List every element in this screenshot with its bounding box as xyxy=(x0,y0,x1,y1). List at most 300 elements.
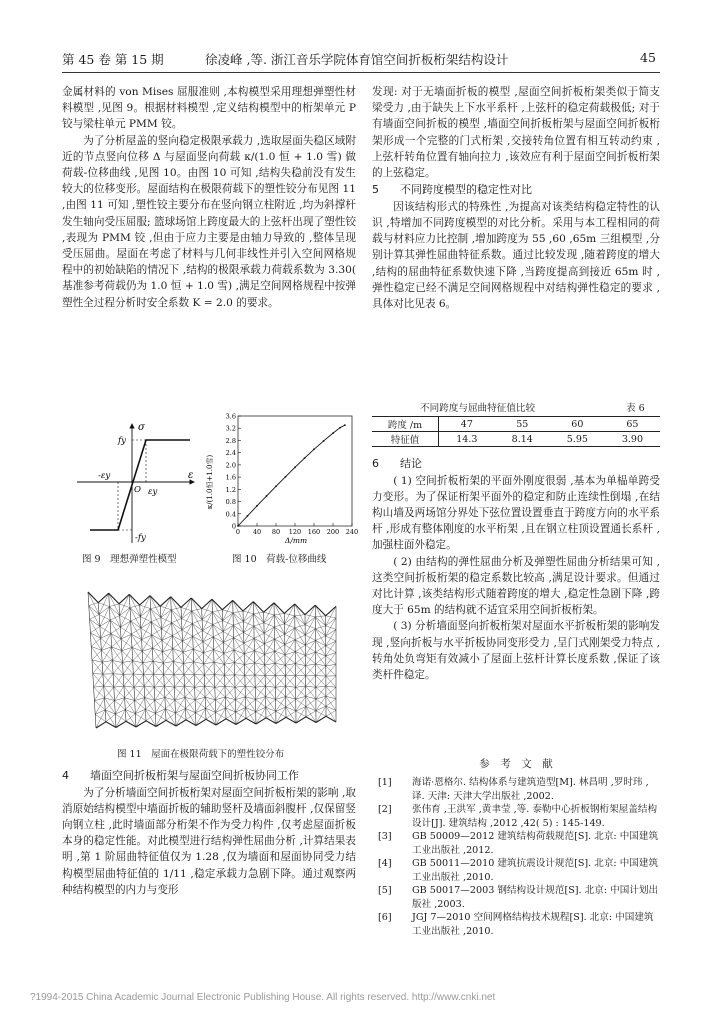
truss-chord xyxy=(144,675,145,687)
truss-diagonal xyxy=(206,700,216,708)
truss-diagonal xyxy=(222,610,233,613)
truss-chord xyxy=(109,607,110,621)
truss-diagonal xyxy=(214,653,224,662)
truss-chord xyxy=(172,636,173,649)
truss-diagonal xyxy=(275,639,285,655)
section-6-heading: 6 结论 xyxy=(372,457,422,470)
bottom-chord xyxy=(126,721,136,727)
truss-diagonal xyxy=(275,687,285,696)
fig10-data-point xyxy=(313,448,315,450)
truss-diagonal xyxy=(316,676,326,687)
truss-diagonal xyxy=(163,649,173,664)
truss-diagonal xyxy=(94,701,105,710)
truss-member xyxy=(296,686,306,687)
truss-member xyxy=(174,686,184,687)
fig9-caption: 图 9 理想弹塑性模型 xyxy=(82,554,177,565)
truss-diagonal xyxy=(109,607,120,628)
truss-diagonal xyxy=(130,608,141,629)
truss-diagonal xyxy=(225,663,235,676)
truss-diagonal xyxy=(255,675,265,686)
truss-diagonal xyxy=(235,700,245,708)
truss-diagonal xyxy=(185,686,196,700)
truss-chord xyxy=(154,674,155,687)
fig10-data-point xyxy=(339,427,341,429)
truss-diagonal xyxy=(306,686,316,699)
truss-diagonal xyxy=(296,699,306,706)
fig10-x-axis-label: Δ/mm xyxy=(284,536,308,545)
truss-diagonal xyxy=(296,675,306,686)
truss-diagonal xyxy=(295,604,305,625)
truss-diagonal xyxy=(166,713,176,720)
truss-diagonal xyxy=(129,594,140,616)
truss-diagonal xyxy=(245,686,255,699)
top-chord xyxy=(119,594,129,603)
fig11-truss-drawing xyxy=(84,578,344,740)
truss-diagonal xyxy=(204,664,215,675)
truss-chord xyxy=(125,698,126,710)
page-number: 45 xyxy=(640,50,656,65)
truss-chord xyxy=(125,710,126,722)
truss-chord xyxy=(184,664,185,675)
truss-diagonal xyxy=(326,699,336,706)
truss-member xyxy=(182,611,192,619)
truss-member xyxy=(255,686,265,687)
paragraph: 发现: 对于无墙面折板的模型 ,屋面空间折板桁架类似于简支梁受力 ,由于缺失上下水平系杆 ,上弦杆的稳定荷载极低; 对于有墙面空间折板的模型 ,墙面空间折板桁架与屋面空间折板桁架形成一个完整的门式桁架 ,交接转角位置有相互转动约束 ,上弦杆转角位置有轴向拉力 ,该效应有利于屋面空间折板桁架的上弦稳定。 xyxy=(372,86,660,180)
truss-diagonal xyxy=(296,711,306,717)
truss-diagonal xyxy=(233,600,244,621)
truss-chord xyxy=(183,652,184,663)
truss-diagonal xyxy=(120,616,131,621)
truss-member xyxy=(306,664,316,666)
truss-diagonal xyxy=(315,605,325,626)
top-chord xyxy=(109,593,119,604)
truss-diagonal xyxy=(305,656,315,664)
fig10-data-point xyxy=(323,440,325,442)
truss-member xyxy=(171,610,181,619)
table-cell: 65 xyxy=(605,417,660,432)
truss-member xyxy=(204,662,214,664)
truss-diagonal xyxy=(224,650,234,664)
truss-diagonal xyxy=(326,676,336,686)
truss-member xyxy=(192,611,202,620)
truss-diagonal xyxy=(326,656,336,664)
top-chord xyxy=(160,597,170,606)
truss-diagonal xyxy=(120,627,131,634)
truss-diagonal xyxy=(316,676,326,687)
truss-chord xyxy=(151,609,152,622)
truss-member xyxy=(326,653,336,656)
truss-member xyxy=(202,612,212,620)
truss-member xyxy=(233,613,243,622)
truss-member xyxy=(94,686,104,687)
truss-diagonal xyxy=(113,663,122,674)
truss-member xyxy=(212,612,222,621)
fig9-fy-label: fy xyxy=(118,436,126,446)
truss-diagonal xyxy=(184,664,195,675)
truss-diagonal xyxy=(254,644,264,651)
fig10-x-tick-label: 80 xyxy=(271,528,281,536)
truss-chord xyxy=(90,633,91,647)
top-chord xyxy=(181,598,191,607)
truss-diagonal xyxy=(233,613,244,633)
truss-diagonal xyxy=(141,628,152,635)
paragraph: 为了分析墙面空间折板桁架对屋面空间折板桁架的影响 ,取消原始结构模型中墙面折板的辅助竖杆及墙面斜腹杆 ,仅保留竖向钢立柱 ,此时墙面部分桁架不作为受力构件 ,仅考虑屋面折板本身的稳定性能。对此模型进行结构弹性屈曲分析 ,计算结果表明 ,第 1 阶屈曲特征值仅为 1.28 ,仅为墙面和屋面协同受力结构模型屈曲特征值的 1/11 ,稳定承载力急剧下降。通过观察两种结构模型的内力与变形 xyxy=(62,786,356,896)
fig10-y-tick-label: 2.0 xyxy=(225,461,236,470)
truss-member xyxy=(285,616,295,624)
truss-diagonal xyxy=(306,687,316,696)
truss-diagonal xyxy=(112,639,122,647)
truss-member xyxy=(120,608,130,616)
truss-member xyxy=(113,674,123,675)
top-chord xyxy=(284,604,294,613)
truss-diagonal xyxy=(245,651,255,665)
truss-chord xyxy=(102,662,103,674)
fig10-x-tick-label: 200 xyxy=(326,528,340,536)
truss-chord xyxy=(93,674,94,688)
truss-diagonal xyxy=(244,614,254,633)
truss-member xyxy=(285,652,295,655)
truss-chord xyxy=(130,608,131,621)
truss-diagonal xyxy=(235,686,245,700)
truss-chord xyxy=(192,611,193,624)
truss-chord xyxy=(191,598,192,611)
truss-diagonal xyxy=(196,713,207,720)
header-rule xyxy=(62,72,660,73)
truss-chord xyxy=(111,634,112,647)
truss-diagonal xyxy=(215,700,225,708)
truss-diagonal xyxy=(265,686,275,699)
bottom-chord xyxy=(266,718,276,724)
fig10-data-point xyxy=(247,515,249,517)
truss-diagonal xyxy=(223,621,234,626)
truss-diagonal xyxy=(264,644,274,651)
truss-diagonal xyxy=(316,646,326,652)
truss-chord xyxy=(94,701,95,715)
truss-chord xyxy=(141,628,142,640)
truss-chord xyxy=(112,660,113,673)
bottom-chord xyxy=(226,719,236,725)
truss-diagonal xyxy=(144,675,155,688)
truss-diagonal xyxy=(255,687,265,696)
table-header-cell: 特征值 xyxy=(372,432,439,447)
truss-chord xyxy=(165,697,166,708)
truss-diagonal xyxy=(264,633,275,639)
truss-member xyxy=(223,613,233,621)
fig10-data-point xyxy=(275,485,277,487)
fig10-series-line xyxy=(238,425,345,526)
truss-diagonal xyxy=(275,675,285,686)
truss-member xyxy=(214,675,224,676)
truss-diagonal xyxy=(164,675,175,688)
truss-diagonal xyxy=(160,606,171,610)
truss-diagonal xyxy=(326,618,336,636)
truss-chord xyxy=(95,714,96,728)
paragraph: 因该结构形式的特殊性 ,为提高对该类结构稳定特性的认识 ,特增加不同跨度模型的对比分析。采用与本工程相同的荷载与材料应力比控制 ,增加跨度为 55 ,60 ,65m 三组模型 ,分别计算其弹性屈曲特征系数。通过比较发现 ,随着跨度的增大 ,结构的屈曲特征系数快速下降 ,当跨度提高到接近 65m 时 ,弹性稳定已经不满足空间网格规程中对结构弹性稳定的要求 ,具体对比见表 6。 xyxy=(372,200,660,310)
truss-diagonal xyxy=(172,630,182,636)
truss-chord xyxy=(153,661,154,674)
truss-diagonal xyxy=(316,699,326,706)
truss-chord xyxy=(185,686,186,697)
truss-member xyxy=(306,686,316,687)
truss-diagonal xyxy=(206,712,216,719)
truss-diagonal xyxy=(254,614,265,634)
fig10-y-axis-label: κ/(1.0恒+1.0雪) xyxy=(206,454,214,510)
top-chord xyxy=(212,599,222,610)
truss-member xyxy=(275,675,285,676)
top-chord xyxy=(129,594,139,605)
truss-chord xyxy=(171,610,172,623)
truss-diagonal xyxy=(326,646,336,653)
truss-diagonal xyxy=(285,634,295,640)
truss-diagonal xyxy=(326,676,336,687)
truss-diagonal xyxy=(192,620,202,624)
truss-diagonal xyxy=(124,674,133,686)
truss-diagonal xyxy=(296,676,306,687)
truss-diagonal xyxy=(275,676,285,688)
truss-diagonal xyxy=(195,700,206,708)
truss-diagonal xyxy=(154,663,164,674)
truss-diagonal xyxy=(296,687,306,696)
truss-member xyxy=(151,609,161,618)
truss-chord xyxy=(91,646,92,660)
truss-member xyxy=(174,674,184,675)
truss-chord xyxy=(151,622,152,635)
truss-diagonal xyxy=(135,701,146,710)
truss-member xyxy=(326,686,336,687)
truss-diagonal xyxy=(223,600,233,620)
truss-member xyxy=(205,686,215,687)
truss-member xyxy=(123,661,133,663)
truss-diagonal xyxy=(266,687,276,696)
truss-chord xyxy=(182,619,183,630)
top-chord xyxy=(243,602,253,611)
truss-diagonal xyxy=(275,634,285,639)
truss-chord xyxy=(144,686,145,698)
running-title: 徐凌峰 ,等. 浙江音乐学院体育馆空间折板桁架结构设计 xyxy=(205,52,509,67)
truss-chord xyxy=(122,651,123,663)
truss-chord xyxy=(94,687,95,701)
truss-diagonal xyxy=(163,663,174,674)
top-chord xyxy=(98,593,108,602)
bottom-chord xyxy=(326,716,336,722)
truss-diagonal xyxy=(102,647,111,662)
truss-member xyxy=(326,618,336,626)
truss-diagonal xyxy=(305,617,315,635)
fig10-x-tick-label: 0 xyxy=(235,528,241,536)
fig10-y-tick-label: 1.2 xyxy=(225,485,236,494)
truss-diagonal xyxy=(256,712,266,718)
truss-diagonal xyxy=(305,635,315,640)
truss-diagonal xyxy=(102,662,113,674)
fig10-data-point xyxy=(294,466,296,468)
truss-diagonal xyxy=(223,632,234,638)
reference-item: [2] 张伟育 ,王洪军 ,黄聿莹 ,等. 泰勒中心折板钢桁架屋盖结构设计[J]. 建筑结构 ,2012 ,42( 5) : 145-149. xyxy=(378,804,658,829)
truss-diagonal xyxy=(110,616,120,621)
conclusion-item: ( 3) 分析墙面竖向折板桁架对屋面水平折板桁架的影响发现 ,竖向折板与水平折板协同变形受力 ,呈门式刚架受力特点 ,转角处负弯矩有效减小了屋面上弦杆计算长度系数 ,保证了该类杆件稳定。 xyxy=(372,620,660,681)
truss-diagonal xyxy=(316,640,326,656)
truss-diagonal xyxy=(306,711,316,717)
section-5-heading: 5 不同跨度模型的稳定性对比 xyxy=(372,183,532,197)
truss-diagonal xyxy=(182,598,192,619)
truss-diagonal xyxy=(184,662,194,675)
truss-diagonal xyxy=(192,611,203,631)
truss-chord xyxy=(115,714,116,727)
truss-diagonal xyxy=(184,649,194,664)
truss-chord xyxy=(110,620,111,633)
truss-diagonal xyxy=(204,650,214,664)
truss-chord xyxy=(172,623,173,636)
truss-member xyxy=(130,608,140,617)
references-heading: 参 考 文 献 xyxy=(479,758,553,770)
truss-diagonal xyxy=(212,612,223,632)
reference-item: [6] JGJ 7—2010 空间网格结构技术规程[S]. 北京: 中国建筑工业出版社 ,2010. xyxy=(378,912,654,937)
truss-diagonal xyxy=(274,615,285,634)
truss-diagonal xyxy=(183,652,194,662)
truss-diagonal xyxy=(182,619,193,624)
truss-chord xyxy=(194,675,195,688)
truss-member xyxy=(316,686,326,687)
truss-member xyxy=(114,686,124,687)
truss-diagonal xyxy=(255,654,265,662)
truss-member xyxy=(254,626,264,633)
truss-diagonal xyxy=(316,686,326,699)
fig9-ey-label: εy xyxy=(148,487,158,497)
truss-diagonal xyxy=(142,651,153,661)
truss-diagonal xyxy=(119,604,130,608)
truss-diagonal xyxy=(194,664,204,675)
bottom-chord xyxy=(296,717,306,723)
truss-diagonal xyxy=(90,626,100,632)
truss-diagonal xyxy=(296,686,306,699)
truss-member xyxy=(161,610,171,618)
truss-chord xyxy=(123,663,124,675)
fig9-stress-strain-line xyxy=(110,440,190,530)
truss-chord xyxy=(90,619,91,633)
truss-diagonal xyxy=(205,686,216,700)
right-column-text xyxy=(372,84,660,312)
truss-diagonal xyxy=(184,675,195,688)
truss-diagonal xyxy=(295,635,305,640)
truss-chord xyxy=(203,631,204,642)
truss-diagonal xyxy=(326,636,336,641)
bottom-chord xyxy=(246,718,256,724)
truss-diagonal xyxy=(123,647,133,662)
truss-chord xyxy=(161,618,162,629)
truss-diagonal xyxy=(202,620,213,625)
truss-chord xyxy=(121,639,122,651)
truss-member xyxy=(264,615,274,623)
table-cell: 3.90 xyxy=(605,432,660,447)
truss-diagonal xyxy=(244,643,255,650)
table-cell: 60 xyxy=(550,417,605,432)
section-4 xyxy=(62,768,356,898)
truss-member xyxy=(95,710,105,715)
truss-chord xyxy=(134,687,135,700)
truss-chord xyxy=(173,661,174,674)
table-6 xyxy=(372,416,660,447)
truss-diagonal xyxy=(225,675,236,687)
truss-diagonal xyxy=(173,652,183,661)
truss-member xyxy=(285,628,295,634)
top-chord xyxy=(315,605,325,616)
truss-diagonal xyxy=(151,609,162,629)
truss-diagonal xyxy=(234,633,244,638)
table-6-label: 表 6 xyxy=(626,403,645,414)
fig10-data-point xyxy=(237,525,239,527)
truss-member xyxy=(233,625,243,632)
truss-chord xyxy=(155,700,156,713)
truss-chord xyxy=(160,606,161,617)
truss-diagonal xyxy=(142,640,153,648)
truss-diagonal xyxy=(234,643,244,650)
truss-diagonal xyxy=(185,675,195,687)
truss-member xyxy=(264,627,274,633)
truss-member xyxy=(164,686,174,687)
top-chord xyxy=(253,602,263,613)
truss-diagonal xyxy=(316,687,326,696)
truss-diagonal xyxy=(233,622,243,626)
conclusion-item: ( 2) 由结构的弹性屈曲分析及弹塑性屈曲分析结果可知 ,这类空间折板桁架的稳定系数比较高 ,满足设计要求。但通过对比计算 ,该类结构形式随着跨度的增大 ,稳定性急剧下降 ,跨度大于 65m 的结构就不适宜采用空间折板桁架。 xyxy=(372,555,660,617)
table-cell: 14.3 xyxy=(439,432,495,447)
top-chord xyxy=(202,599,212,608)
truss-chord xyxy=(133,674,134,687)
truss-diagonal xyxy=(103,674,114,687)
truss-chord xyxy=(112,647,113,661)
truss-chord xyxy=(140,617,141,629)
table-row xyxy=(372,432,660,447)
truss-chord xyxy=(120,616,121,628)
truss-diagonal xyxy=(165,700,175,709)
truss-member xyxy=(285,664,295,666)
truss-chord xyxy=(142,640,143,652)
truss-diagonal xyxy=(89,606,100,627)
truss-chord xyxy=(204,664,205,675)
truss-diagonal xyxy=(223,643,234,651)
truss-member xyxy=(316,629,326,636)
truss-member xyxy=(296,675,306,676)
truss-diagonal xyxy=(213,621,223,625)
truss-chord xyxy=(124,686,125,698)
truss-diagonal xyxy=(236,712,246,718)
truss-diagonal xyxy=(152,629,162,635)
fig10-data-point xyxy=(332,432,334,434)
truss-chord xyxy=(105,698,106,710)
truss-chord xyxy=(89,606,90,620)
truss-member xyxy=(224,663,234,665)
table-cell: 8.14 xyxy=(495,432,550,447)
truss-diagonal xyxy=(122,651,133,661)
truss-diagonal xyxy=(144,661,154,674)
truss-diagonal xyxy=(223,613,233,632)
truss-member xyxy=(192,624,202,631)
truss-diagonal xyxy=(92,650,101,660)
bottom-chord xyxy=(146,721,156,727)
truss-diagonal xyxy=(162,640,173,648)
truss-diagonal xyxy=(223,625,233,642)
truss-diagonal xyxy=(215,687,226,697)
truss-member xyxy=(255,675,265,676)
truss-diagonal xyxy=(295,645,305,651)
bottom-chord xyxy=(286,717,296,723)
truss-diagonal xyxy=(265,654,275,663)
truss-diagonal xyxy=(276,699,286,707)
truss-diagonal xyxy=(286,687,296,696)
bottom-chord xyxy=(196,719,206,725)
truss-chord xyxy=(193,649,194,662)
truss-diagonal xyxy=(234,654,244,663)
truss-chord xyxy=(176,713,177,726)
top-chord xyxy=(222,600,232,609)
